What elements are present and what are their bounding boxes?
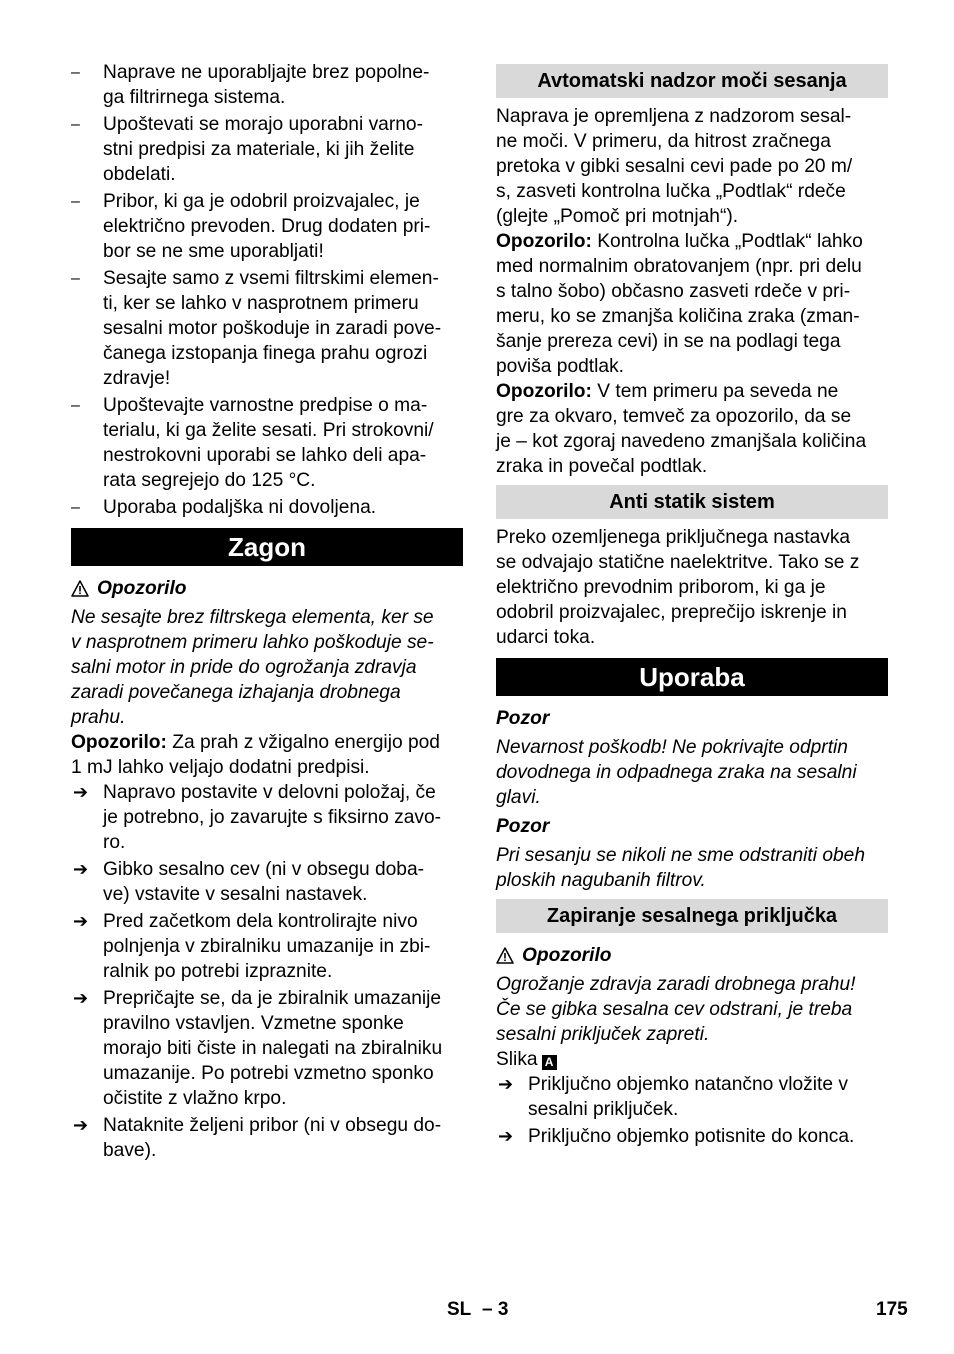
- left-column: [71, 60, 463, 1165]
- list-item: [71, 986, 463, 1111]
- list-item-text: Priključno objemko natančno vložite v sesalni priključek.: [528, 1074, 848, 1120]
- list-item: [71, 1113, 463, 1163]
- list-item-text: Gibko sesalno cev (ni v obsegu doba- ve) vstavite v sesalni nastavek.: [103, 859, 425, 905]
- footer-language: SL: [447, 1299, 472, 1320]
- dash-bullet: –: [71, 193, 80, 210]
- section-heading-antistatik: Anti statik sistem: [496, 485, 888, 519]
- list-item: [71, 266, 463, 391]
- list-item: [71, 780, 463, 855]
- list-item: [71, 112, 463, 187]
- footer-section-page: – 3: [482, 1299, 509, 1320]
- list-item-text: Upoštevati se morajo uporabni varno- stni predpisi za materiale, ki jih želite obdelati.: [103, 114, 423, 185]
- list-item-text: Sesajte samo z vsemi filtrskimi elemen- ti, ker se lahko v nasprotnem primeru sesalni motor poškoduje in zaradi pove- čanega izstopanja finega prahu ogrozi zdravje!: [103, 268, 442, 389]
- warning-triangle-icon: [71, 580, 89, 597]
- caution-text: Pri sesanju se nikoli ne sme odstraniti obeh ploskih nagubanih filtrov.: [496, 845, 866, 891]
- arrow-right-icon: ➔: [73, 1115, 89, 1135]
- caution-title: Pozor: [496, 816, 550, 837]
- warning-text: Ne sesajte brez filtrskega elementa, ker se v nasprotnem primeru lahko poškoduje se- salni motor in pride do ogrožanja zdravja zaradi povečanega izhajanja drobnega prahu.: [71, 607, 434, 728]
- arrow-right-icon: ➔: [498, 1126, 514, 1146]
- list-item-text: Uporaba podaljška ni dovoljena.: [103, 497, 377, 518]
- safety-list: [71, 60, 463, 520]
- list-item-text: Naprave ne uporabljajte brez popolne- ga filtrirnega sistema.: [103, 62, 430, 108]
- list-item: [71, 60, 463, 110]
- list-item: [71, 495, 463, 520]
- dash-bullet: –: [71, 397, 80, 414]
- note-label: Opozorilo:: [496, 381, 592, 402]
- note-label: Opozorilo:: [71, 732, 167, 753]
- section-heading-zapiranje: Zapiranje sesalnega priključka: [496, 899, 888, 933]
- note-paragraph: [496, 229, 888, 379]
- arrow-right-icon: ➔: [498, 1074, 514, 1094]
- list-item: [496, 1072, 888, 1122]
- dash-bullet: –: [71, 64, 80, 81]
- note-text: Kontrolna lučka „Podtlak“ lahko med normalnim obratovanjem (npr. pri delu s talno šobo) občasno zasveti rdeče v pri- meru, ko se zmanjša količina zraka (zman- šanje prereza cevi) in se na podlagi tega poviša podtlak.: [496, 231, 863, 377]
- list-item-text: Pribor, ki ga je odobril proizvajalec, je električno prevoden. Drug dodaten pri- bor se ne sme uporabljati!: [103, 191, 431, 262]
- list-item-text: Napravo postavite v delovni položaj, če je potrebno, jo zavarujte s fiksirno zavo- ro.: [103, 782, 442, 853]
- section-heading-zagon: Zagon: [71, 528, 463, 566]
- note-paragraph: [496, 379, 888, 479]
- footer-page-number: 175: [876, 1299, 908, 1320]
- right-column: [496, 60, 888, 1151]
- figure-label: Slika: [496, 1049, 538, 1070]
- list-item: [71, 857, 463, 907]
- figure-reference: [496, 1047, 888, 1072]
- caution-text: Nevarnost poškodb! Ne pokrivajte odprtin dovodnega in odpadnega zraka na sesalni glavi.: [496, 737, 857, 808]
- arrow-right-icon: ➔: [73, 859, 89, 879]
- warning-title: Opozorilo: [97, 578, 187, 599]
- antistatik-paragraph: Preko ozemljenega priključnega nastavka se odvajajo statične naelektritve. Tako se z električno prevodnim priborom, ki ga je odobril proizvajalec, preprečijo iskrenje in udarci toka.: [496, 527, 860, 648]
- section-heading-avtomatski: Avtomatski nadzor moči sesanja: [496, 64, 888, 98]
- caution-title: Pozor: [496, 708, 550, 729]
- list-item-text: Priključno objemko potisnite do konca.: [528, 1126, 855, 1147]
- warning-triangle-icon: [496, 947, 514, 964]
- figure-badge: A: [542, 1055, 557, 1070]
- avtomatski-paragraph: Naprava je opremljena z nadzorom sesal- ne moči. V primeru, da hitrost zračnega pretoka v gibki sesalni cevi pade po 20 m/ s, zasveti kontrolna lučka „Podtlak“ rdeče (glejte „Pomoč pri motnjah“).: [496, 106, 853, 227]
- list-item-text: Nataknite željeni pribor (ni v obsegu do- bave).: [103, 1115, 442, 1161]
- arrow-right-icon: ➔: [73, 911, 89, 931]
- list-item: [71, 189, 463, 264]
- dash-bullet: –: [71, 116, 80, 133]
- list-item: [71, 909, 463, 984]
- step-list: [496, 1072, 888, 1149]
- list-item-text: Upoštevajte varnostne predpise o ma- terialu, ki ga želite sesati. Pri strokovni/ nestrokovni uporabi se lahko deli apa- rata segrejejo do 125 °C.: [103, 395, 434, 491]
- note-paragraph: [71, 730, 463, 780]
- arrow-right-icon: ➔: [73, 782, 89, 802]
- warning-title: Opozorilo: [522, 945, 612, 966]
- warning-text: Ogrožanje zdravja zaradi drobnega prahu! Če se gibka sesalna cev odstrani, je treba sesalni priključek zapreti.: [496, 974, 856, 1045]
- note-text: Za prah z vžigalno energijo pod 1 mJ lahko veljajo dodatni predpisi.: [71, 732, 440, 778]
- list-item-text: Prepričajte se, da je zbiralnik umazanije pravilno vstavljen. Vzmetne sponke morajo biti čiste in nalegati na zbiralniku umazanije. Po potrebi vzmetno sponko očistite z vlažno krpo.: [103, 988, 443, 1109]
- dash-bullet: –: [71, 499, 80, 516]
- list-item: [71, 393, 463, 493]
- step-list: [71, 780, 463, 1163]
- warning-heading: [496, 943, 888, 968]
- dash-bullet: –: [71, 270, 80, 287]
- warning-heading: [71, 576, 463, 601]
- note-label: Opozorilo:: [496, 231, 592, 252]
- list-item-text: Pred začetkom dela kontrolirajte nivo polnjenja v zbiralniku umazanije in zbi- ralnik po potrebi izpraznite.: [103, 911, 431, 982]
- note-text: V tem primeru pa seveda ne gre za okvaro, temveč za opozorilo, da se je – kot zgoraj navedeno zmanjšala količina zraka in povečal podtlak.: [496, 381, 867, 477]
- list-item: [496, 1124, 888, 1149]
- arrow-right-icon: ➔: [73, 988, 89, 1008]
- section-heading-uporaba: Uporaba: [496, 658, 888, 696]
